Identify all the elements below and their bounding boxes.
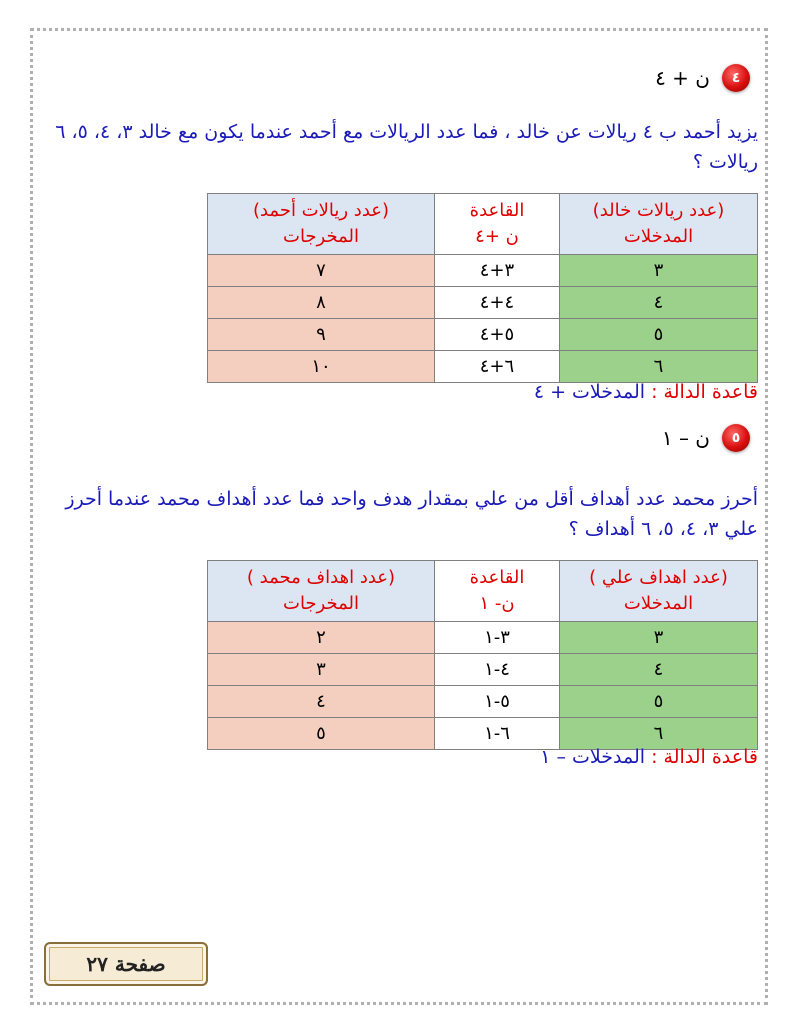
table-row [208,654,758,686]
section-4-function-rule [534,381,758,403]
rule-cell: ٥+٤ [435,319,560,351]
table-row [208,287,758,319]
input-cell: ٣ [560,255,758,287]
rule-label: قاعدة الدالة : [651,746,758,768]
input-header-line-1: (عدد اهداف علي ) [589,567,728,588]
section-4-problem-text: يزيد أحمد ب ٤ ريالات عن خالد ، فما عدد الريالات مع أحمد عندما يكون مع خالد ٣، ٤، ٥، ٦ ريالات ؟ [55,121,758,173]
rule-cell: ٥-١ [435,686,560,718]
input-cell: ٦ [560,718,758,750]
rule-cell: ٤+٤ [435,287,560,319]
table-row [208,686,758,718]
section-5-heading [662,424,750,452]
section-title: ن + ٤ [655,66,710,90]
input-header-line-2: المدخلات [623,226,694,247]
rule-cell: ٤-١ [435,654,560,686]
output-header-line-2: المخرجات [283,593,359,614]
rule-header [435,194,560,255]
input-header [560,194,758,255]
rule-cell: ٦+٤ [435,351,560,383]
rule-cell: ٣+٤ [435,255,560,287]
rule-header-line-1: القاعدة [469,567,525,588]
table-row [208,622,758,654]
output-cell: ٤ [208,686,435,718]
output-cell: ٢ [208,622,435,654]
rule-expression: المدخلات – ١ [540,746,646,768]
output-header-line-1: (عدد اهداف محمد ) [246,567,396,588]
output-header [208,561,435,622]
input-cell: ٥ [560,686,758,718]
table-row [208,718,758,750]
input-cell: ٤ [560,287,758,319]
rule-cell: ٣-١ [435,622,560,654]
table-header-row [208,194,758,255]
input-header-line-2: المدخلات [623,593,694,614]
table-row [208,351,758,383]
input-cell: ٣ [560,622,758,654]
section-5-function-rule [540,746,758,768]
output-cell: ٣ [208,654,435,686]
rule-expression: المدخلات + ٤ [533,381,646,403]
output-cell: ٥ [208,718,435,750]
section-number-badge: ٥ [722,424,750,452]
table-header-row [208,561,758,622]
input-header-line-1: (عدد ريالات خالد) [592,200,725,221]
section-5-function-table [207,560,758,750]
rule-header-line-2: ن- ١ [479,593,515,614]
rule-header [435,561,560,622]
input-cell: ٦ [560,351,758,383]
section-title: ن – ١ [661,426,710,450]
input-header [560,561,758,622]
rule-label: قاعدة الدالة : [651,381,758,403]
section-number-badge: ٤ [722,64,750,92]
output-cell: ٧ [208,255,435,287]
output-header-line-1: (عدد ريالات أحمد) [252,200,390,221]
output-cell: ٨ [208,287,435,319]
output-cell: ٩ [208,319,435,351]
rule-header-line-2: ن +٤ [475,226,519,247]
rule-cell: ٦-١ [435,718,560,750]
rule-header-line-1: القاعدة [469,200,525,221]
input-cell: ٤ [560,654,758,686]
input-cell: ٥ [560,319,758,351]
output-header-line-2: المخرجات [283,226,359,247]
page-number-tag: صفحة ٢٧ [44,942,208,986]
section-5-problem-text: أحرز محمد عدد أهداف أقل من علي بمقدار هدف واحد فما عدد أهداف محمد عندما أحرز علي ٣، ٤، ٥، ٦ أهداف ؟ [65,488,758,540]
table-row [208,255,758,287]
table-row [208,319,758,351]
output-header [208,194,435,255]
section-4-heading [655,64,750,92]
output-cell: ١٠ [208,351,435,383]
section-4-function-table [207,193,758,383]
